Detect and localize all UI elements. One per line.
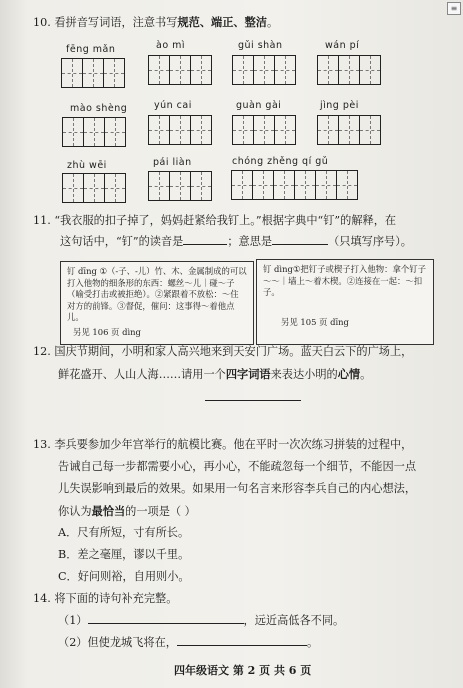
answer-grid[interactable] <box>62 117 126 147</box>
pinyin-label: zhù wēi <box>67 160 107 171</box>
q13-line1: 13. 李兵要参加少年宫举行的航模比赛。他在平时一次次练习拼装的过程中， <box>33 438 413 451</box>
q10-number: 10. <box>33 16 51 29</box>
q14-heading: 14. 将下面的诗句补充完整。 <box>33 592 178 605</box>
q14-item1: （1） ，远近高低各不同。 <box>58 614 345 627</box>
q12-emphasis: 四字词语 <box>225 367 271 381</box>
pinyin-label: jìng pèi <box>320 100 359 111</box>
pinyin-label: mào shèng <box>70 103 128 114</box>
q13-line2: 告诫自己每一步都需要小心，再小心，不能疏忽每一个细节，不能因一点 <box>58 460 417 473</box>
option-c[interactable]: C．好问则裕，自用则小。 <box>58 570 190 583</box>
pinyin-label: ào mì <box>156 40 186 51</box>
answer-grid[interactable] <box>148 55 212 85</box>
pinyin-label: fēng mǎn <box>66 44 116 55</box>
option-b[interactable]: B．差之毫厘，谬以千里。 <box>58 548 190 561</box>
answer-grid-four[interactable] <box>231 170 358 200</box>
answer-grid[interactable] <box>317 115 381 145</box>
pinyin-label: chóng zhěng qí gǔ <box>232 156 329 167</box>
dictionary-entry-ding4: 钉 dìng①把钉子或楔子打入他物：拿个钉子～～｜墙上～着木楔。②连接在一起：～扣子。 另见 105 页 dīng <box>256 259 434 345</box>
q12-line2: 鲜花盛开、人山人海……请用一个四字词语来表达小明的心情。 <box>58 367 372 381</box>
page-footer: 四年级语文 第 2 页 共 6 页 <box>174 664 312 677</box>
pinyin-label: guàn gài <box>236 100 282 111</box>
answer-grid[interactable] <box>61 58 125 88</box>
pinyin-label: gǔi shàn <box>238 40 283 51</box>
answer-grid[interactable] <box>232 115 296 145</box>
q10-heading: 10. 看拼音写词语，注意书写规范、端正、整洁。 <box>33 15 279 29</box>
answer-grid[interactable] <box>232 55 296 85</box>
q13-emphasis: 最恰当 <box>91 504 126 518</box>
q10-prompt-emphasis: 规范、端正、整洁 <box>177 15 267 29</box>
q13-line4: 你认为最恰当的一项是（ ） <box>58 504 196 518</box>
menu-icon[interactable]: ≡ <box>447 2 461 15</box>
q12-line1: 12. 国庆节期间，小明和家人高兴地来到天安门广场。蓝天白云下的广场上， <box>33 345 413 358</box>
pinyin-label: pái liàn <box>153 157 192 168</box>
q10-prompt: 看拼音写词语，注意书写 <box>54 16 178 29</box>
answer-grid[interactable] <box>62 173 126 203</box>
q12-answer-blank[interactable] <box>205 400 301 401</box>
answer-grid[interactable] <box>148 115 212 145</box>
q12-emphasis: 心情 <box>337 367 361 381</box>
poem-blank-2[interactable] <box>177 645 307 646</box>
q11-line2: 这句话中，“钉”的读音是 ；意思是 （只填写序号）。 <box>60 235 412 248</box>
pinyin-label: yún cai <box>154 100 192 111</box>
reading-blank[interactable] <box>183 244 227 245</box>
poem-blank-1[interactable] <box>88 623 244 624</box>
dictionary-entry-ding1: 钉 dīng ①（-子、-儿）竹、木、金属制成的可以打入他物的细条形的东西：螺丝～儿｜碰～子（喻受打击或被拒绝）。②紧跟着不放松：～住对方的前锋。③督促，催问：这事得～着他点儿。 另见 106 页 dìng <box>60 261 254 345</box>
q14-item2: （2）但使龙城飞将在， 。 <box>58 636 319 649</box>
q13-line3: 儿失误影响到最后的效果。如果用一句名言来形容李兵自己的内心想法， <box>58 482 417 495</box>
answer-grid[interactable] <box>317 55 381 85</box>
option-a[interactable]: A．尺有所短，寸有所长。 <box>58 526 190 539</box>
answer-grid[interactable] <box>148 171 212 201</box>
pinyin-label: wán pí <box>325 40 360 51</box>
q11-line1: 11. “我衣服的扣子掉了，妈妈赶紧给我钉上。”根据字典中“钉”的解释，在 <box>33 214 397 227</box>
meaning-blank[interactable] <box>272 244 328 245</box>
